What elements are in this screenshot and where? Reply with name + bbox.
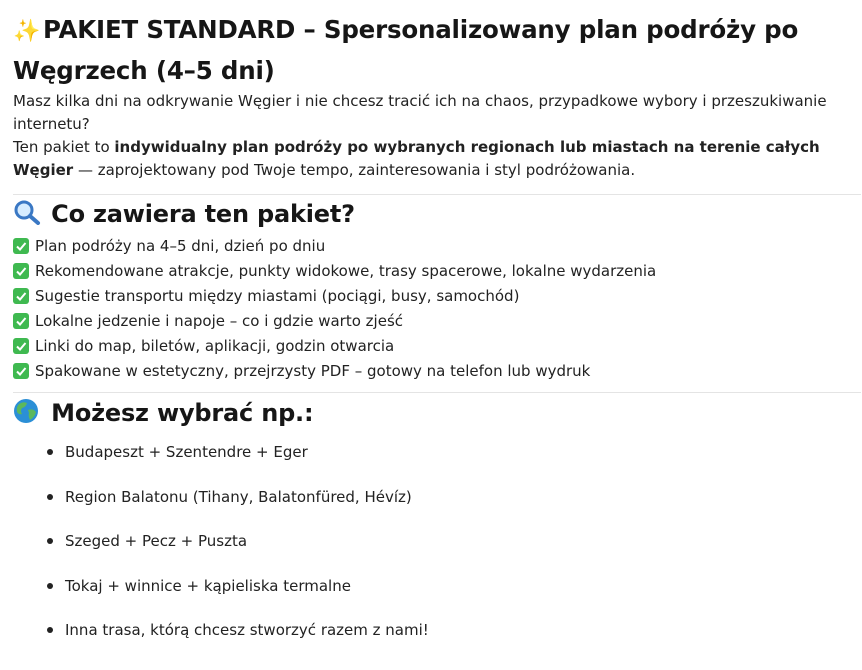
intro-line1: Masz kilka dni na odkrywanie Węgier i nie chcesz tracić ich na chaos, przypadkowe wybory i przeszukiwanie internetu? [13,92,827,133]
list-item-text: Linki do map, biletów, aplikacji, godzin otwarcia [35,337,395,355]
list-item [13,441,862,486]
globe-icon [13,398,43,433]
magnifier-icon [13,199,43,234]
bullet-icon [47,449,53,455]
list-item [13,575,862,620]
list-item-text: Rekomendowane atrakcje, punkty widokowe, trasy spacerowe, lokalne wydarzenia [35,262,657,280]
list-item [13,309,862,334]
check-icon [13,238,29,254]
page-title [13,0,848,90]
check-icon [13,338,29,354]
title-text: PAKIET STANDARD – Spersonalizowany plan podróży po Węgrzech (4–5 dni) [13,15,799,85]
intro-paragraph [13,90,853,182]
list-item [13,619,862,664]
list-item [13,359,862,384]
list-item-text: Inna trasa, którą chcesz stworzyć razem z nami! [65,621,429,639]
intro-line2-suffix: — zaprojektowany pod Twoje tempo, zainteresowania i styl podróżowania. [73,161,636,179]
options-list [13,441,862,664]
list-item [13,334,862,359]
intro-line2-bold: indywidualny plan podróży po wybranych regionach lub miastach na terenie całych Węgier [13,138,820,179]
list-item-text: Lokalne jedzenie i napoje – co i gdzie warto zjeść [35,312,404,330]
check-icon [13,363,29,379]
contents-heading-text: Co zawiera ten pakiet? [51,200,355,228]
list-item-text: Sugestie transportu między miastami (pociągi, busy, samochód) [35,287,520,305]
list-item-text: Szeged + Pecz + Puszta [65,532,248,550]
list-item [13,486,862,531]
list-item-text: Spakowane w estetyczny, przejrzysty PDF – gotowy na telefon lub wydruk [35,362,591,380]
list-item [13,234,862,259]
list-item-text: Tokaj + winnice + kąpieliska termalne [65,576,351,595]
options-heading-text: Możesz wybrać np.: [51,399,314,427]
bullet-icon [47,538,53,544]
list-item-text: Budapeszt + Szentendre + Eger [65,443,308,461]
contents-heading [13,197,862,234]
check-icon [13,313,29,329]
list-item [13,530,862,575]
bullet-icon [47,583,53,589]
list-item-text: Region Balatonu (Tihany, Balatonfüred, Hévíz) [65,487,412,506]
bullet-icon [47,494,53,500]
options-heading [13,396,862,433]
check-icon [13,288,29,304]
sparkles-icon: ✨ [13,19,41,44]
contents-list [13,234,862,384]
list-item-text: Plan podróży na 4–5 dni, dzień po dniu [35,237,326,255]
bullet-icon [47,627,53,633]
list-item [13,284,862,309]
intro-line2-prefix: Ten pakiet to [13,138,115,156]
check-icon [13,263,29,279]
list-item [13,259,862,284]
